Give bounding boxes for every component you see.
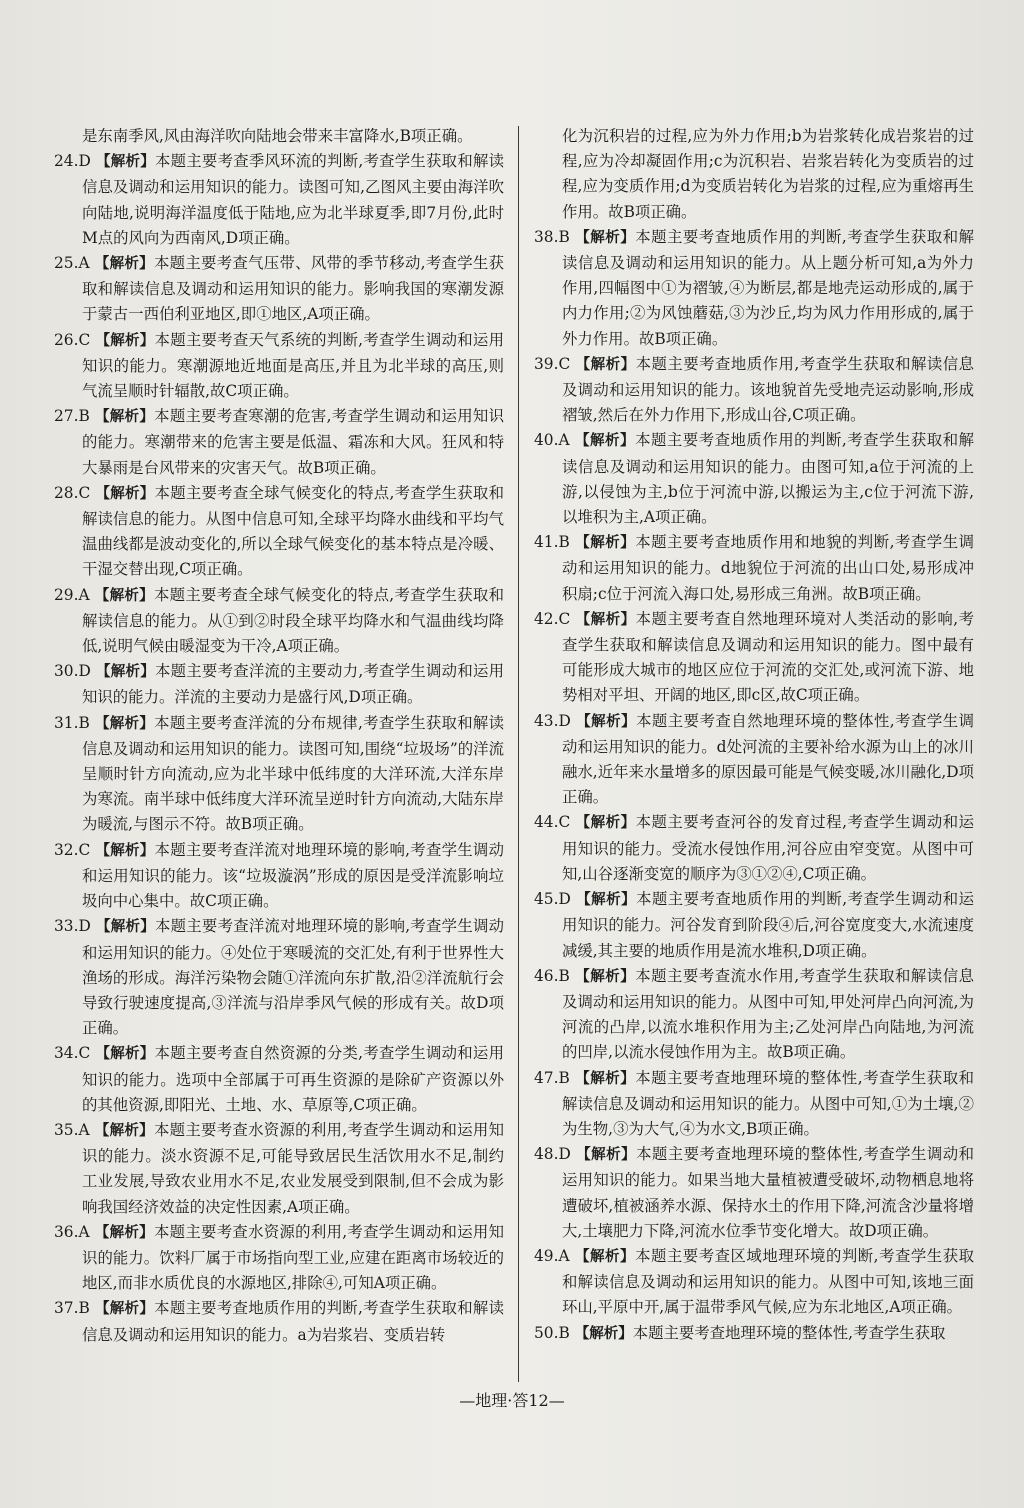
answer-entry: 46.B 【解析】本题主要考查流水作用,考查学生获取和解读信息及调动和运用知识的能力。从图中可知,甲处河岸凸向河流,为河流的凸岸,以流水堆积作用为主;乙处河岸凸向陆地,为河流的凹岸,以流水侵蚀作用为主。故B项正确。	[534, 966, 974, 1062]
answer-entry: 34.C 【解析】本题主要考查自然资源的分类,考查学生调动和运用知识的能力。选项中全部属于可再生资源的是除矿产资源以外的其他资源,即阳光、土地、水、草原等,C项正确。	[54, 1044, 504, 1114]
right-column	[534, 124, 974, 1347]
answer-entry: 26.C 【解析】本题主要考查天气系统的判断,考查学生调动和运用知识的能力。寒潮源地近地面是高压,并且为北半球的高压,则气流呈顺时针辐散,故C项正确。	[54, 330, 504, 401]
answer-entry: 29.A 【解析】本题主要考查全球气候变化的特点,考查学生获取和解读信息的能力。从①到②时段全球平均降水和气温曲线均降低,说明气候由暖湿变为干冷,A项正确。	[54, 585, 504, 656]
answer-entry: 32.C 【解析】本题主要考查洋流对地理环境的影响,考查学生调动和运用知识的能力。该“垃圾漩涡”形成的原因是受洋流影响垃圾向中心集中。故C项正确。	[54, 840, 504, 911]
left-column	[54, 124, 504, 1348]
answer-entry: 49.A 【解析】本题主要考查区域地理环境的判断,考查学生获取和解读信息及调动和运用知识的能力。从图中可知,该地三面环山,平原中开,属于温带季风气候,应为东北地区,A项正确。	[534, 1246, 974, 1317]
answer-entry: 42.C 【解析】本题主要考查自然地理环境对人类活动的影响,考查学生获取和解读信息及调动和运用知识的能力。图中最有可能形成大城市的地区应位于河流的交汇处,或河流下游、地势相对平坦、开阔的地区,即c区,故C项正确。	[534, 609, 974, 705]
column-divider	[518, 126, 519, 1382]
answer-entry: 38.B 【解析】本题主要考查地质作用的判断,考查学生获取和解读信息及调动和运用知识的能力。从上题分析可知,a为外力作用,四幅图中①为褶皱,④为断层,都是地壳运动形成的,属于内力作用;②为风蚀蘑菇,③为沙丘,均为风力作用形成的,属于外力作用。故B项正确。	[534, 227, 974, 348]
answer-entry: 33.D 【解析】本题主要考查洋流对地理环境的影响,考查学生调动和运用知识的能力。④处位于寒暖流的交汇处,有利于世界性大渔场的形成。海洋污染物会随①洋流向东扩散,沿②洋流航行会导致行驶速度提高,③洋流与沿岸季风气候的形成有关。故D项正确。	[54, 917, 504, 1038]
answer-entry: 35.A 【解析】本题主要考查水资源的利用,考查学生调动和运用知识的能力。淡水资源不足,可能导致居民生活饮用水不足,制约工业发展,导致农业用水不足,农业发展受到限制,但不会成为影响我国经济效益的决定性因素,A项正确。	[54, 1120, 504, 1216]
answer-entry: 40.A 【解析】本题主要考查地质作用的判断,考查学生获取和解读信息及调动和运用知识的能力。由图可知,a位于河流的上游,以侵蚀为主,b位于河流中游,以搬运为主,c位于河流下游,以堆积为主,A项正确。	[534, 431, 974, 527]
answer-entry: 48.D 【解析】本题主要考查地理环境的整体性,考查学生调动和运用知识的能力。如果当地大量植被遭受破坏,动物栖息地将遭破坏,植被涵养水源、保持水土的作用下降,河流含沙量将增大,土壤肥力下降,河流水位季节变化增大。故D项正确。	[534, 1145, 974, 1240]
page-footer: —地理·答12—	[459, 1391, 565, 1410]
answer-entry: 是东南季风,风由海洋吹向陆地会带来丰富降水,B项正确。	[82, 127, 473, 145]
answer-entry: 41.B 【解析】本题主要考查地质作用和地貌的判断,考查学生调动和运用知识的能力。d地貌位于河流的出山口处,易形成冲积扇;c位于河流入海口处,易形成三角洲。故B项正确。	[534, 533, 974, 603]
answer-entry: 39.C 【解析】本题主要考查地质作用,考查学生获取和解读信息及调动和运用知识的能力。该地貌首先受地壳运动影响,形成褶皱,然后在外力作用下,形成山谷,C项正确。	[534, 354, 974, 425]
answer-entry: 25.A 【解析】本题主要考查气压带、风带的季节移动,考查学生获取和解读信息及调动和运用知识的能力。影响我国的寒潮发源于蒙古一西伯利亚地区,即①地区,A项正确。	[54, 254, 504, 324]
answer-entry: 50.B 【解析】本题主要考查地理环境的整体性,考查学生获取	[534, 1323, 946, 1342]
answer-entry: 28.C 【解析】本题主要考查全球气候变化的特点,考查学生获取和解读信息的能力。从图中信息可知,全球平均降水曲线和平均气温曲线都是波动变化的,所以全球气候变化的基本特点是冷暖、干湿交替出现,C项正确。	[54, 483, 504, 579]
answer-entry: 30.D 【解析】本题主要考查洋流的主要动力,考查学生调动和运用知识的能力。洋流的主要动力是盛行风,D项正确。	[54, 662, 504, 707]
answer-entry: 43.D 【解析】本题主要考查自然地理环境的整体性,考查学生调动和运用知识的能力。d处河流的主要补给水源为山上的冰川融水,近年来水量增多的原因最可能是气候变暖,冰川融化,D项正确。	[534, 711, 974, 807]
answer-entry: 37.B 【解析】本题主要考查地质作用的判断,考查学生获取和解读信息及调动和运用知识的能力。a为岩浆岩、变质岩转	[54, 1299, 504, 1344]
answer-entry: 24.D 【解析】本题主要考查季风环流的判断,考查学生获取和解读信息及调动和运用知识的能力。读图可知,乙图风主要由海洋吹向陆地,说明海洋温度低于陆地,应为北半球夏季,即7月份,此时M点的风向为西南风,D项正确。	[54, 152, 504, 247]
answer-entry: 27.B 【解析】本题主要考查寒潮的危害,考查学生调动和运用知识的能力。寒潮带来的危害主要是低温、霜冻和大风。狂风和特大暴雨是台风带来的灾害天气。故B项正确。	[54, 407, 504, 477]
answer-entry: 47.B 【解析】本题主要考查地理环境的整体性,考查学生获取和解读信息及调动和运用知识的能力。从图中可知,①为土壤,②为生物,③为大气,④为水文,B项正确。	[534, 1068, 974, 1138]
answer-entry: 45.D 【解析】本题主要考查地质作用的判断,考查学生调动和运用知识的能力。河谷发育到阶段④后,河谷宽度变大,水流速度减缓,其主要的地质作用是流水堆积,D项正确。	[534, 890, 974, 960]
answer-entry: 31.B 【解析】本题主要考查洋流的分布规律,考查学生获取和解读信息及调动和运用知识的能力。读图可知,围绕“垃圾场”的洋流呈顺时针方向流动,应为北半球中低纬度的大洋环流,大洋东岸为寒流。南半球中低纬度大洋环流呈逆时针方向流动,大陆东岸为暖流,与图示不符。故B项正确。	[54, 713, 504, 834]
answer-entry: 36.A 【解析】本题主要考查水资源的利用,考查学生调动和运用知识的能力。饮料厂属于市场指向型工业,应建在距离市场较近的地区,而非水质优良的水源地区,排除④,可知A项正确。	[54, 1222, 504, 1293]
answer-entry: 44.C 【解析】本题主要考查河谷的发育过程,考查学生调动和运用知识的能力。受流水侵蚀作用,河谷应由窄变宽。从图中可知,山谷逐渐变宽的顺序为③①②④,C项正确。	[534, 813, 974, 883]
answer-entry: 化为沉积岩的过程,应为外力作用;b为岩浆转化成岩浆岩的过程,应为冷却凝固作用;c为沉积岩、岩浆岩转化为变质岩的过程,应为变质作用;d为变质岩转化为岩浆的过程,应为重熔再生作用。故B项正确。	[562, 127, 974, 221]
